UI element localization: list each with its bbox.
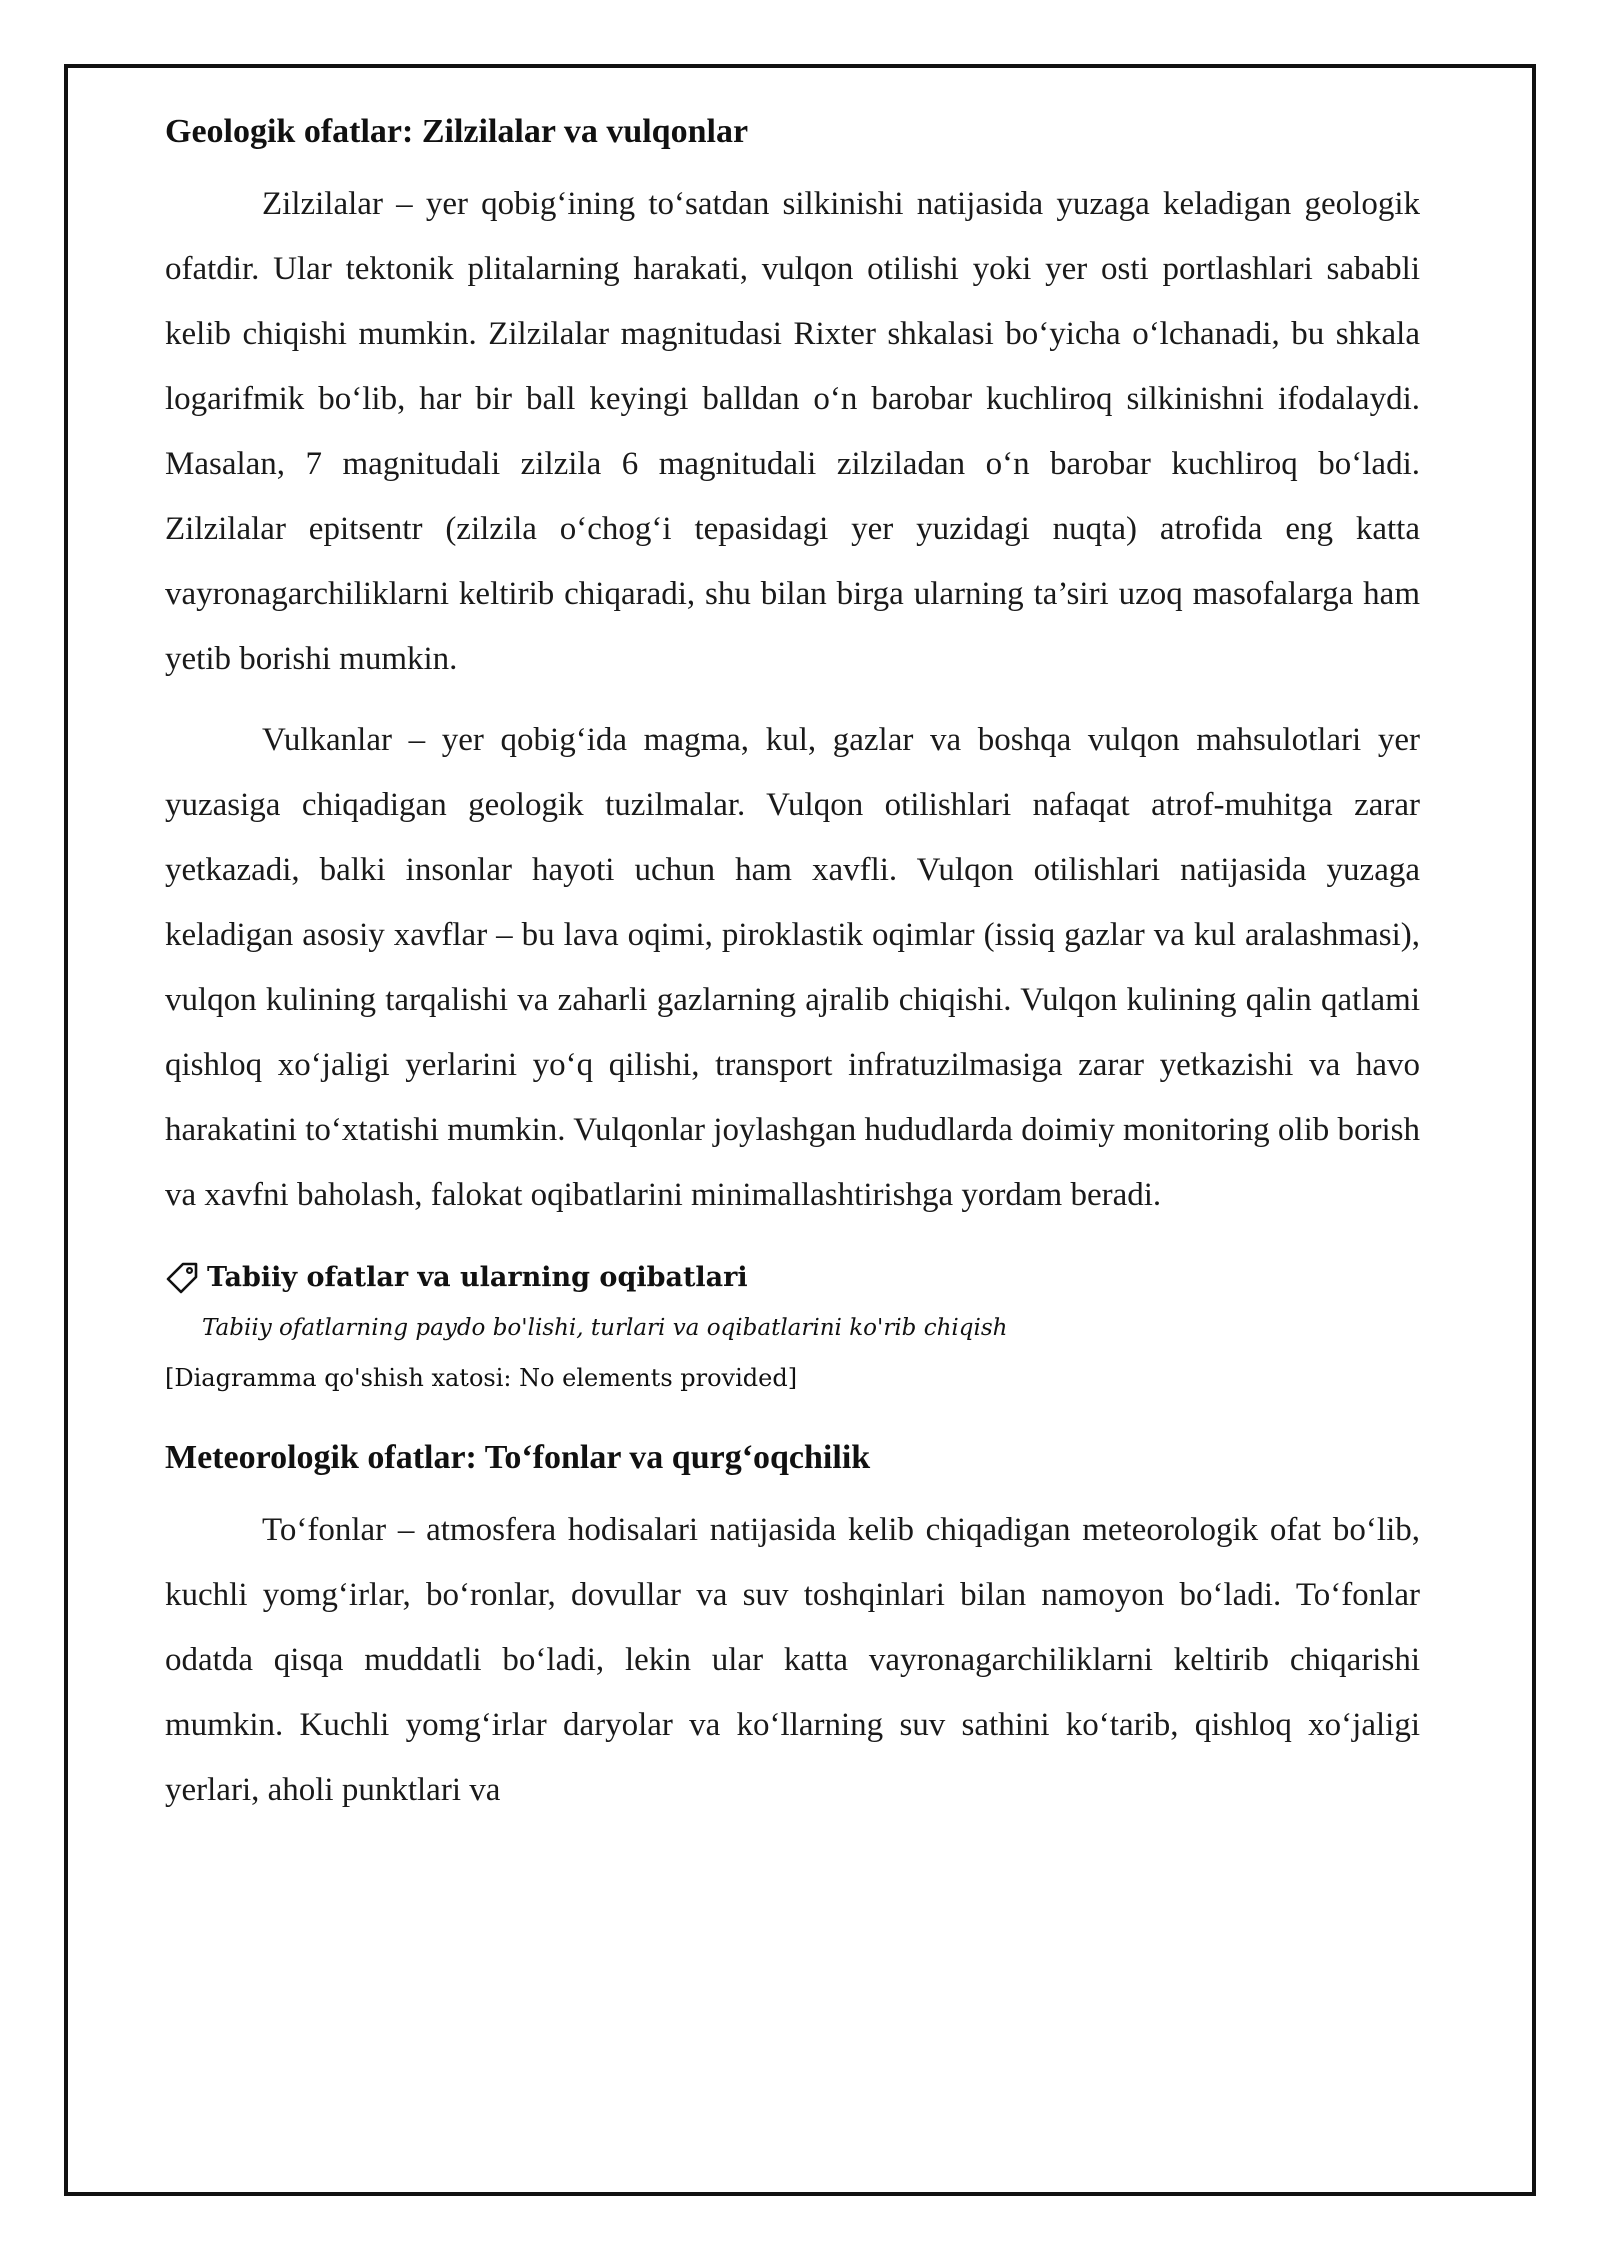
diagram-error-message: [Diagramma qo'shish xatosi: No elements provided] xyxy=(165,1364,798,1392)
diagram-block xyxy=(165,1258,1420,1396)
section-heading-meteorologik: Meteorologik ofatlar: To‘fonlar va qurg‘oqchilik xyxy=(165,1439,871,1476)
paragraph-vulkanlar: Vulkanlar – yer qobig‘ida magma, kul, gazlar va boshqa vulqon mahsulotlari yer yuzasiga chiqadigan geologik tuzilmalar. Vulqon otilishlari nafaqat atrof-muhitga zarar yetkazadi, balki insonlar hayoti uchun ham xavfli. Vulqon otilishlari natijasida yuzaga keladigan asosiy xavflar – bu lava oqimi, piroklastik oqimlar (issiq gazlar va kul aralashmasi), vulqon kulining tarqalishi va zaharli gazlarning ajralib chiqishi. Vulqon kulining qalin qatlami qishloq xo‘jaligi yerlarini yo‘q qilishi, transport infratuzilmasiga zarar yetkazishi va havo harakatini to‘xtatishi mumkin. Vulqonlar joylashgan hududlarda doimiy monitoring olib borish va xavfni baholash, falokat oqibatlarini minimallashtirishga yordam beradi. xyxy=(165,722,1420,1213)
tag-icon xyxy=(165,1261,199,1295)
section-heading-geologik: Geologik ofatlar: Zilzilalar va vulqonlar xyxy=(165,113,749,150)
diagram-title: Tabiiy ofatlar va ularning oqibatlari xyxy=(207,1262,748,1293)
paragraph-tofonlar: To‘fonlar – atmosfera hodisalari natijasida kelib chiqadigan meteorologik ofat bo‘lib, kuchli yomg‘irlar, bo‘ronlar, dovullar va suv toshqinlari bilan namoyon bo‘ladi. To‘fonlar odatda qisqa muddatli bo‘ladi, lekin ular katta vayronagarchiliklarni keltirib chiqarishi mumkin. Kuchli yomg‘irlar daryolar va ko‘llarning suv sathini ko‘tarib, qishloq xo‘jaligi yerlari, aholi punktlari va xyxy=(165,1512,1420,1808)
paragraph-zilzilalar: Zilzilalar – yer qobig‘ining to‘satdan silkinishi natijasida yuzaga keladigan geologik ofatdir. Ular tektonik plitalarning harakati, vulqon otilishi yoki yer osti portlashlari sababli kelib chiqishi mumkin. Zilzilalar magnitudasi Rixter shkalasi bo‘yicha o‘lchanadi, bu shkala logarifmik bo‘lib, har bir ball keyingi balldan o‘n barobar kuchliroq silkinishni ifodalaydi. Masalan, 7 magnitudali zilzila 6 magnitudali zilziladan o‘n barobar kuchliroq bo‘ladi. Zilzilalar epitsentr (zilzila o‘chog‘i tepasidagi yer yuzidagi nuqta) atrofida eng katta vayronagarchiliklarni keltirib chiqaradi, shu bilan birga ularning ta’siri uzoq masofalarga ham yetib borishi mumkin. xyxy=(165,186,1420,677)
diagram-subtitle: Tabiiy ofatlarning paydo bo'lishi, turlari va oqibatlarini ko'rib chiqish xyxy=(202,1315,1008,1341)
document-content xyxy=(165,110,1420,1839)
diagram-title-row xyxy=(165,1258,1420,1298)
